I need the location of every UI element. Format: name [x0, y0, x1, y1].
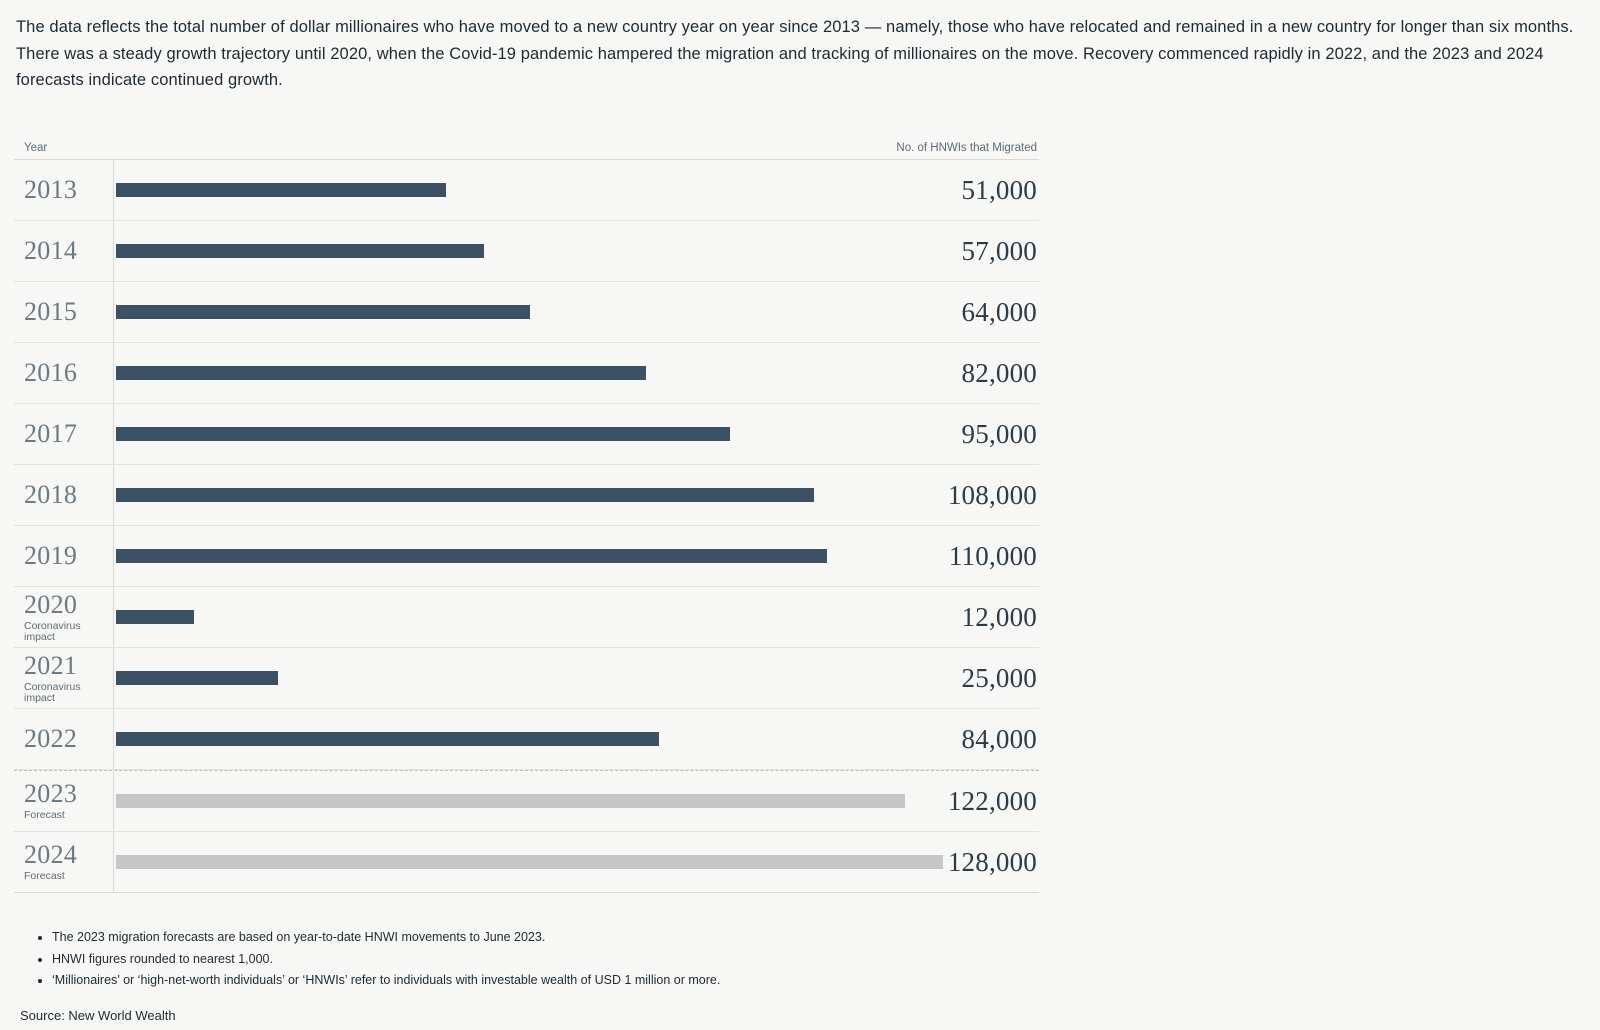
table-row — [14, 404, 1039, 465]
bar — [116, 488, 814, 502]
footnotes — [36, 927, 1582, 992]
table-row — [14, 709, 1039, 770]
row-year-cell — [14, 771, 114, 831]
row-bar-area — [114, 282, 1039, 342]
row-value: 57,000 — [961, 235, 1037, 266]
intro-paragraph: The data reflects the total number of dollar millionaires who have moved to a new country year on year since 2013 — namely, those who have relocated and remained in a new country for longer than six months. There was a steady growth trajectory until 2020, when the Covid-19 pandemic hampered the migration and tracking of millionaires on the move. Recovery commenced rapidly in 2022, and the 2023 and 2024 forecasts indicate continued growth. — [16, 18, 1574, 90]
row-year-cell — [14, 221, 114, 281]
year-label: 2020 — [24, 590, 78, 620]
row-value: 64,000 — [961, 296, 1037, 327]
table-row — [14, 587, 1039, 648]
table-row — [14, 465, 1039, 526]
row-bar-area — [114, 709, 1039, 769]
row-bar-area — [114, 404, 1039, 464]
row-year-cell — [14, 282, 114, 342]
row-value: 122,000 — [947, 785, 1037, 816]
hnwi-migration-chart — [14, 142, 1039, 893]
table-row — [14, 343, 1039, 404]
bar — [116, 855, 943, 869]
row-bar-area — [114, 526, 1039, 586]
year-note: Coronavirus impact — [24, 620, 81, 643]
year-label: 2024 — [24, 840, 78, 870]
row-value: 95,000 — [961, 418, 1037, 449]
year-label: 2014 — [24, 236, 78, 266]
table-row — [14, 282, 1039, 343]
table-row — [14, 221, 1039, 282]
row-value: 108,000 — [947, 479, 1037, 510]
bar — [116, 794, 905, 808]
row-bar-area — [114, 465, 1039, 525]
row-year-cell — [14, 587, 114, 647]
bar — [116, 183, 446, 197]
table-row — [14, 160, 1039, 221]
footnote-item: • HNWI figures rounded to nearest 1,000. — [52, 949, 1582, 971]
table-row — [14, 770, 1039, 832]
row-year-cell — [14, 709, 114, 769]
table-row — [14, 648, 1039, 709]
chart-rows — [14, 160, 1039, 893]
table-row — [14, 526, 1039, 587]
row-bar-area — [114, 160, 1039, 220]
row-year-cell — [14, 343, 114, 403]
row-year-cell — [14, 404, 114, 464]
bar — [116, 671, 278, 685]
column-header-year: Year — [24, 142, 48, 155]
row-year-cell — [14, 526, 114, 586]
row-value: 84,000 — [961, 723, 1037, 754]
row-bar-area — [114, 587, 1039, 647]
bar — [116, 244, 484, 258]
source-line: Source: New World Wealth — [20, 1007, 176, 1023]
row-year-cell — [14, 160, 114, 220]
bar — [116, 732, 659, 746]
bar — [116, 427, 730, 441]
year-label: 2016 — [24, 358, 78, 388]
year-label: 2013 — [24, 175, 78, 205]
year-label: 2019 — [24, 541, 78, 571]
row-value: 25,000 — [961, 662, 1037, 693]
row-bar-area — [114, 343, 1039, 403]
row-bar-area — [114, 771, 1039, 831]
chart-header — [14, 142, 1039, 160]
bar — [116, 610, 194, 624]
year-note: Coronavirus impact — [24, 681, 81, 704]
row-year-cell — [14, 465, 114, 525]
row-bar-area — [114, 648, 1039, 708]
row-value: 110,000 — [948, 540, 1037, 571]
column-header-value: No. of HNWIs that Migrated — [896, 142, 1037, 155]
year-label: 2018 — [24, 480, 78, 510]
bar — [116, 305, 530, 319]
row-value: 12,000 — [961, 601, 1037, 632]
table-row — [14, 832, 1039, 893]
row-value: 128,000 — [947, 846, 1037, 877]
row-year-cell — [14, 648, 114, 708]
footnote-item: • ‘Millionaires’ or ‘high-net-worth individuals’ or ‘HNWIs’ refer to individuals with investable wealth of USD 1 million or more. — [52, 970, 1582, 992]
row-bar-area — [114, 221, 1039, 281]
year-label: 2022 — [24, 724, 78, 754]
row-year-cell — [14, 832, 114, 892]
year-label: 2023 — [24, 779, 78, 809]
year-label: 2015 — [24, 297, 78, 327]
row-value: 51,000 — [961, 174, 1037, 205]
year-note: Forecast — [24, 870, 65, 883]
row-bar-area — [114, 832, 1039, 892]
footnote-item: • The 2023 migration forecasts are based on year-to-date HNWI movements to June 2023. — [52, 927, 1582, 949]
row-value: 82,000 — [961, 357, 1037, 388]
bar — [116, 366, 646, 380]
year-label: 2017 — [24, 419, 78, 449]
bar — [116, 549, 827, 563]
year-label: 2021 — [24, 651, 78, 681]
year-note: Forecast — [24, 809, 65, 822]
